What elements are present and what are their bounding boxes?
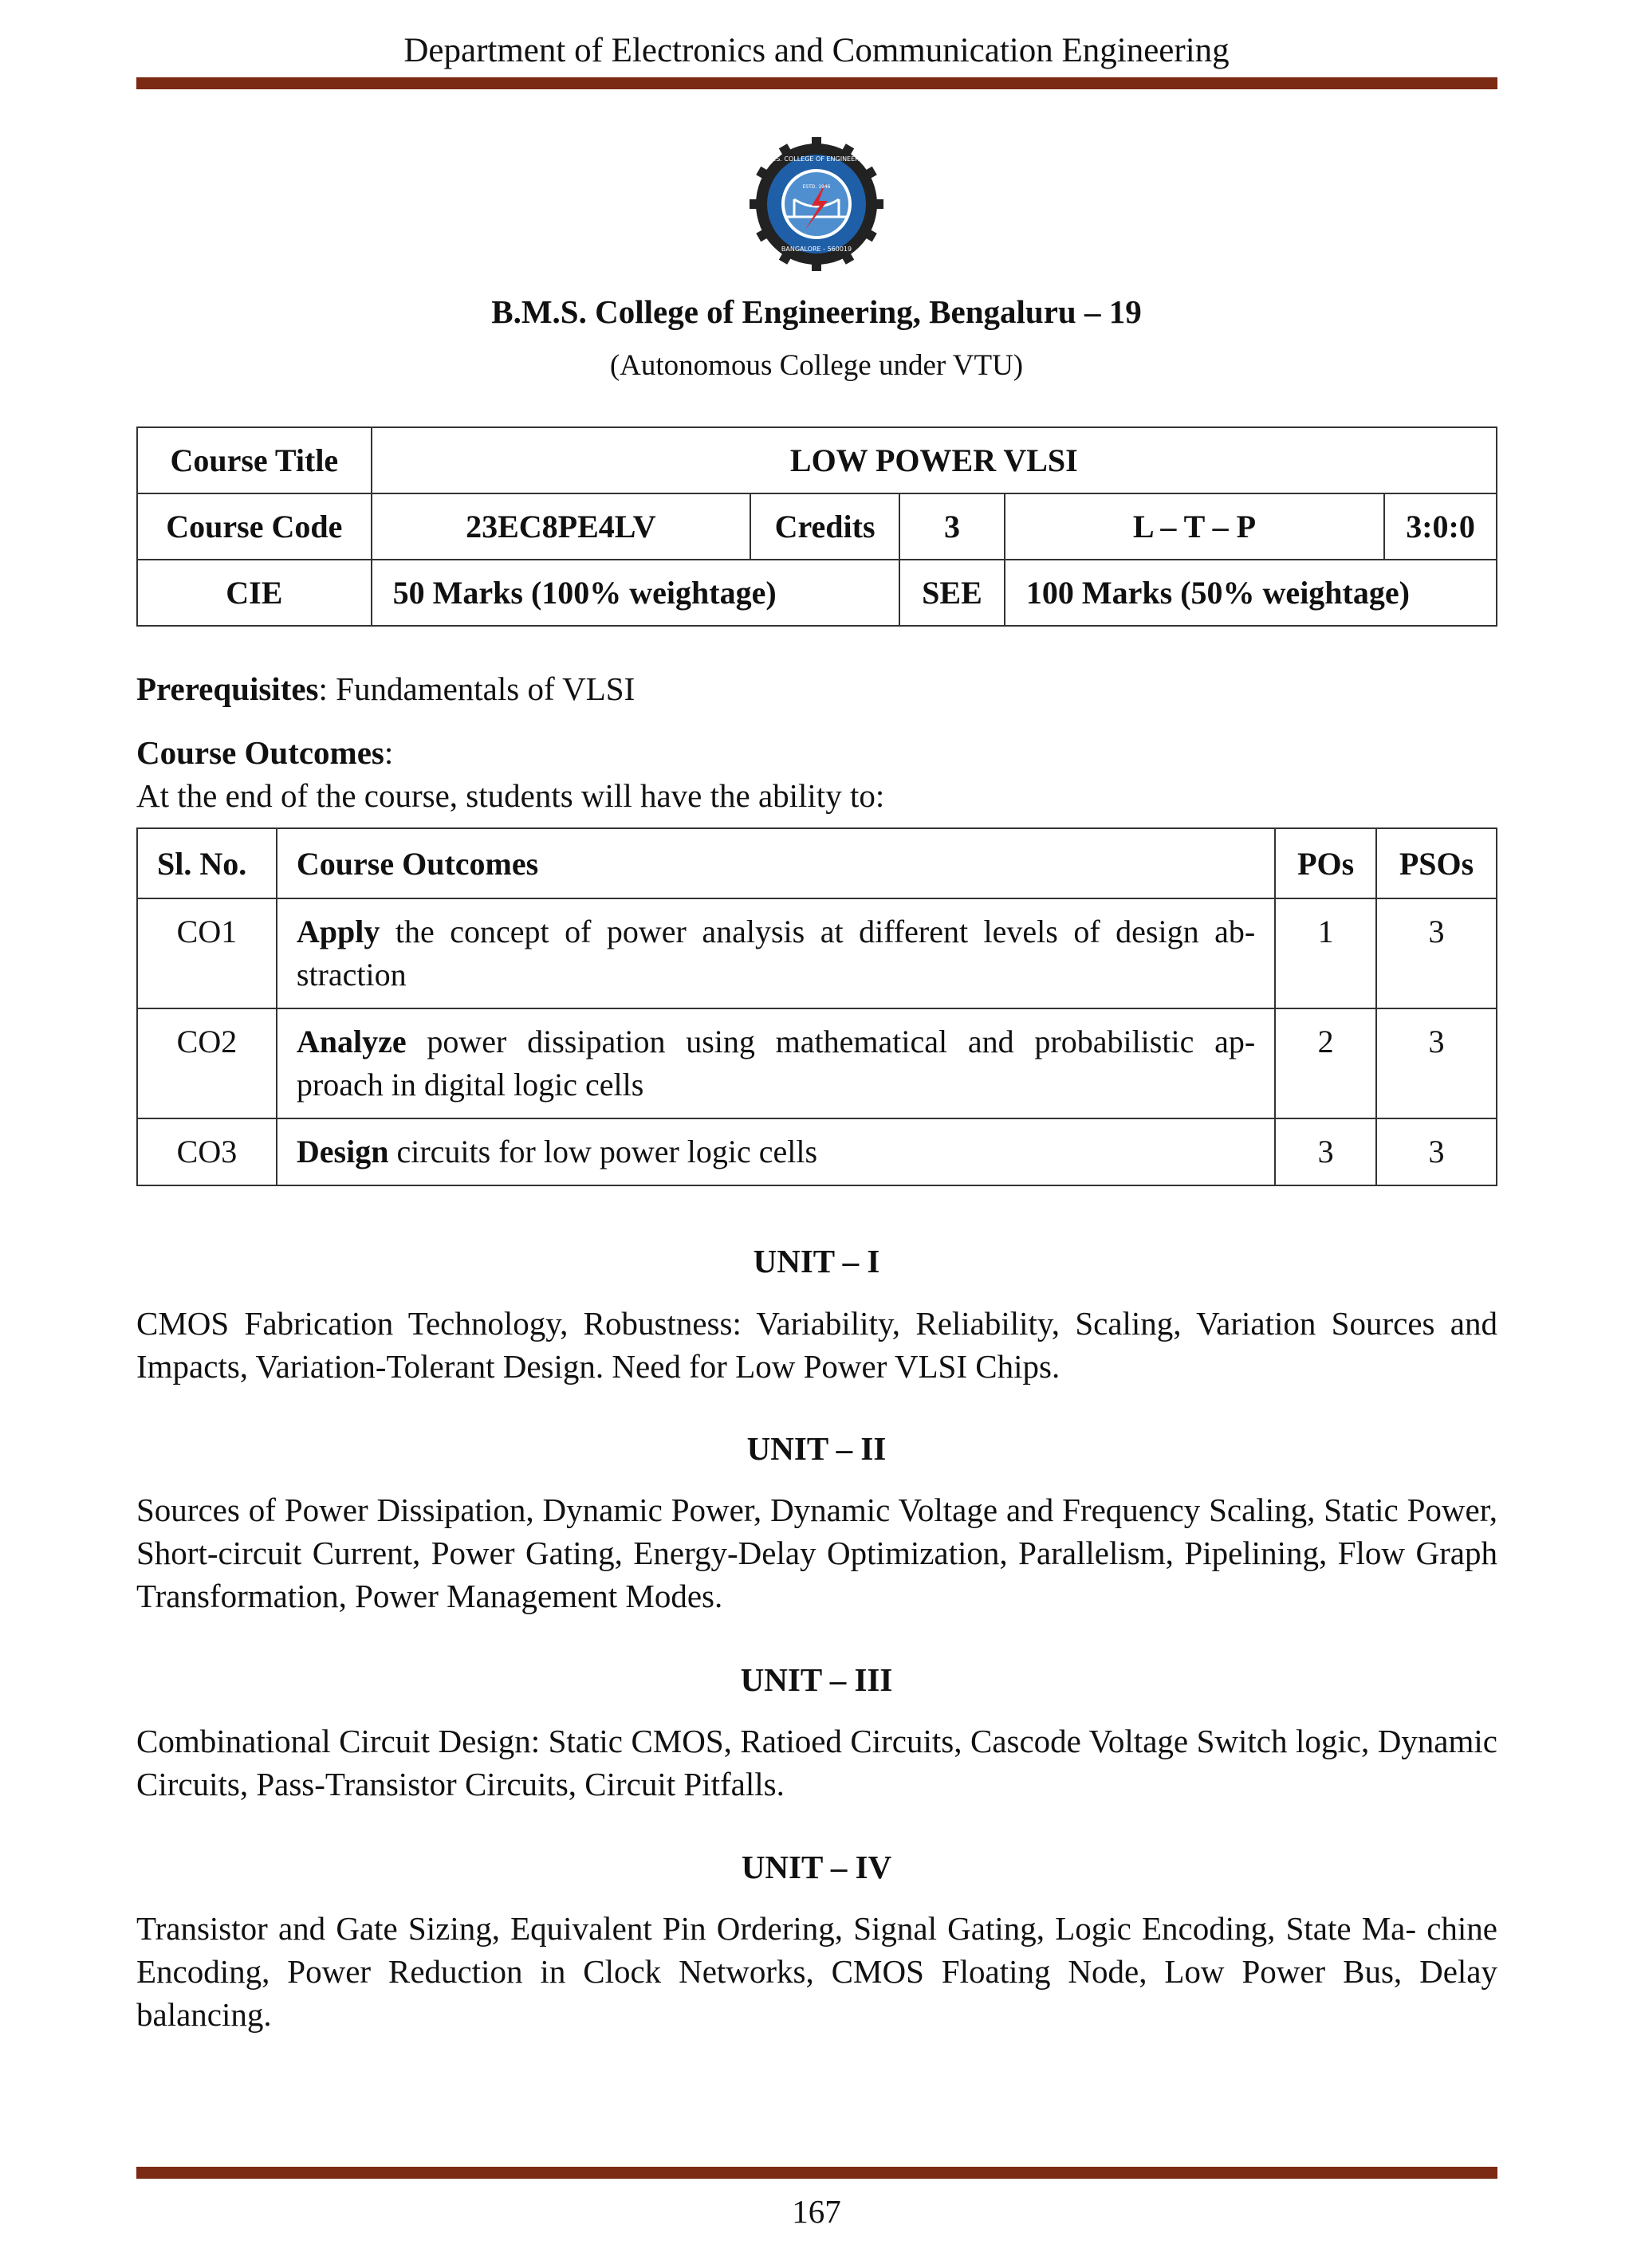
see-label: SEE bbox=[899, 560, 1005, 626]
co-id: CO1 bbox=[137, 898, 277, 1008]
co-id: CO2 bbox=[137, 1008, 277, 1118]
unit-4-body: Transistor and Gate Sizing, Equivalent Pin Ordering, Signal Gating, Logic Encoding, State Ma- chine Encoding, Power Reduction in Clock Networks, CMOS Floating Node, Low Power Bus, Delay balancing. bbox=[136, 1910, 1497, 2033]
co-description bbox=[277, 1008, 1275, 1118]
table-row bbox=[137, 1118, 1497, 1185]
co-verb: Analyze bbox=[296, 1024, 407, 1059]
co-pos: 3 bbox=[1275, 1118, 1376, 1185]
college-logo bbox=[750, 137, 883, 271]
co-psos: 3 bbox=[1376, 1008, 1497, 1118]
course-title-label: Course Title bbox=[137, 427, 372, 493]
prerequisites-label: Prerequisites bbox=[136, 670, 319, 707]
course-outcomes-table bbox=[136, 827, 1497, 1186]
footer-rule bbox=[136, 2167, 1497, 2179]
cie-value: 50 Marks (100% weightage) bbox=[372, 560, 899, 626]
unit-3-title: UNIT – III bbox=[740, 1661, 893, 1698]
ltp-value: 3:0:0 bbox=[1384, 493, 1497, 560]
co-description bbox=[277, 1118, 1275, 1185]
co-psos: 3 bbox=[1376, 1118, 1497, 1185]
co-text: circuits for low power logic cells bbox=[388, 1134, 818, 1169]
co-id: CO3 bbox=[137, 1118, 277, 1185]
co-text: power dissipation using mathematical and probabilistic ap- proach in digital logic cells bbox=[296, 1024, 1256, 1103]
co-pos: 1 bbox=[1275, 898, 1376, 1008]
course-info-table bbox=[136, 426, 1497, 627]
course-title-row bbox=[137, 427, 1497, 493]
table-row bbox=[137, 898, 1497, 1008]
credits-value: 3 bbox=[899, 493, 1005, 560]
unit-1-title: UNIT – I bbox=[753, 1243, 880, 1279]
college-name: B.M.S. College of Engineering, Bengaluru – 19 bbox=[491, 293, 1142, 330]
psos-header: PSOs bbox=[1376, 828, 1497, 898]
co-description bbox=[277, 898, 1275, 1008]
course-code-row bbox=[137, 493, 1497, 560]
unit-2-body: Sources of Power Dissipation, Dynamic Power, Dynamic Voltage and Frequency Scaling, Static Power, Short-circuit Current, Power Gating, Energy-Delay Optimization, Parallelism, Pipelining, Flow Graph Transformation, Power Management Modes. bbox=[136, 1492, 1497, 1614]
course-code-value: 23EC8PE4LV bbox=[372, 493, 750, 560]
prerequisites bbox=[136, 668, 635, 709]
unit-3-body: Combinational Circuit Design: Static CMOS, Ratioed Circuits, Cascode Voltage Switch logic, Dynamic Circuits, Pass-Transistor Circuits, Circuit Pitfalls. bbox=[136, 1723, 1497, 1802]
table-row bbox=[137, 1008, 1497, 1118]
department-header: Department of Electronics and Communication Engineering bbox=[403, 32, 1230, 69]
prerequisites-value: Fundamentals of VLSI bbox=[336, 670, 635, 707]
co-psos: 3 bbox=[1376, 898, 1497, 1008]
co-verb: Design bbox=[296, 1134, 389, 1169]
course-code-label: Course Code bbox=[137, 493, 372, 560]
logo-bottom-text: BANGALORE - 560019 bbox=[781, 246, 852, 253]
outcomes-header-row bbox=[137, 828, 1497, 898]
unit-4-title: UNIT – IV bbox=[741, 1849, 892, 1885]
course-outcomes-heading-label: Course Outcomes bbox=[136, 734, 384, 771]
see-value: 100 Marks (50% weightage) bbox=[1005, 560, 1497, 626]
ltp-label: L – T – P bbox=[1005, 493, 1384, 560]
assessment-row bbox=[137, 560, 1497, 626]
course-outcomes-heading-separator: : bbox=[384, 734, 394, 771]
co-pos: 2 bbox=[1275, 1008, 1376, 1118]
unit-2-title: UNIT – II bbox=[746, 1430, 887, 1467]
logo-year-text: ESTD. 1946 bbox=[802, 184, 831, 190]
prerequisites-separator: : bbox=[318, 670, 328, 707]
college-subtitle: (Autonomous College under VTU) bbox=[609, 349, 1024, 382]
outcome-header: Course Outcomes bbox=[277, 828, 1275, 898]
unit-1-body: CMOS Fabrication Technology, Robustness: Variability, Reliability, Scaling, Variation Sources and Impacts, Variation-Tolerant Design. Need for Low Power VLSI Chips. bbox=[136, 1305, 1497, 1385]
course-title-value: LOW POWER VLSI bbox=[372, 427, 1497, 493]
co-text: the concept of power analysis at different levels of design ab- straction bbox=[296, 914, 1256, 992]
credits-label: Credits bbox=[750, 493, 899, 560]
cie-label: CIE bbox=[137, 560, 372, 626]
logo-ring-text: B.M.S. COLLEGE OF ENGINEERING bbox=[761, 155, 872, 163]
header-rule bbox=[136, 77, 1497, 89]
page-number: 167 bbox=[792, 2193, 841, 2230]
sl-no-header: Sl. No. bbox=[137, 828, 277, 898]
pos-header: POs bbox=[1275, 828, 1376, 898]
course-outcomes-intro: At the end of the course, students will have the ability to: bbox=[136, 777, 885, 814]
course-outcomes-heading bbox=[136, 732, 393, 773]
co-verb: Apply bbox=[296, 914, 380, 949]
